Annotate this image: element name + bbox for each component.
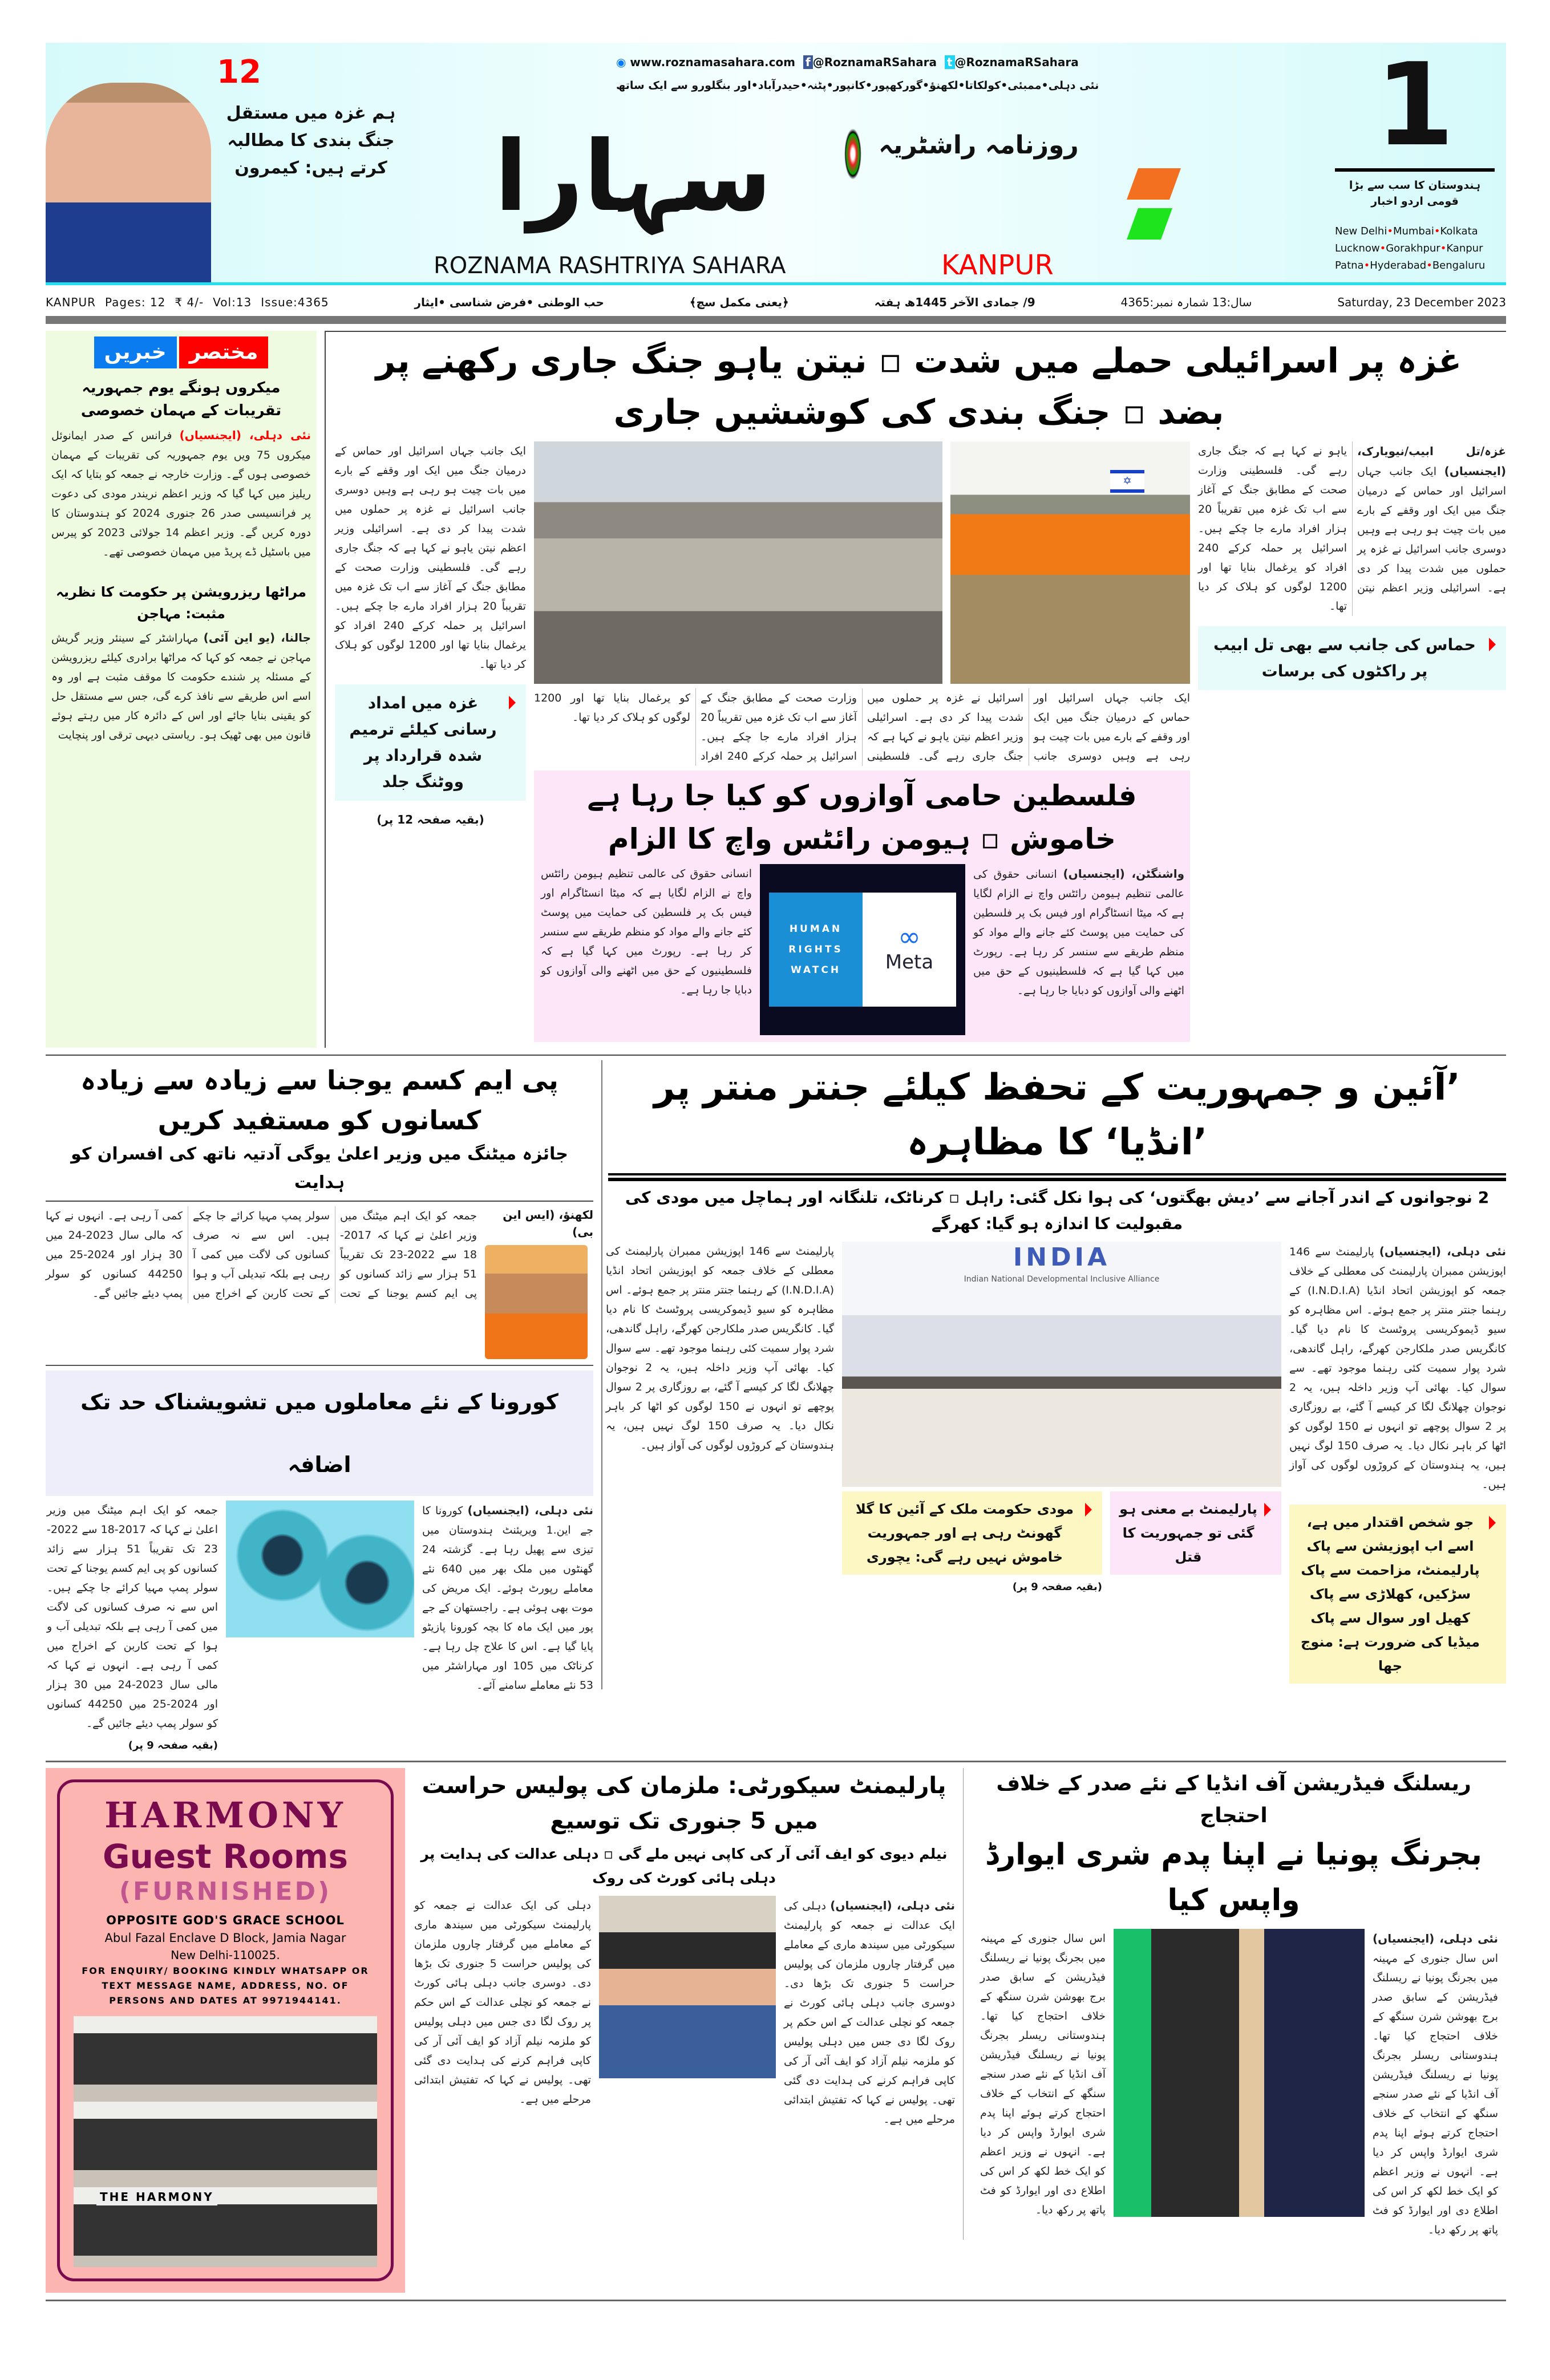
meta-hrw-image: [760, 864, 965, 1035]
pmkisan-story: [46, 1060, 593, 1366]
city-lucknow: Lucknow: [1335, 242, 1380, 254]
slogan-urdu: ﴿یعنی مکمل سچ﴾: [689, 295, 789, 309]
dateline-bar: [46, 289, 1506, 316]
number-one: 1: [1335, 43, 1495, 172]
ad-furnished: (FURNISHED): [119, 1877, 332, 1906]
lead-body-middle: ایک جانب جہاں اسرائیل اور حماس کے درمیان جنگ میں ایک اور وقفے کے بارے میں بات چیت ہو رہی ہے وہیں دوسری جانب اسرائیل نے غزہ پر حملوں میں شدت پیدا کر دی ہے۔ اسرائیلی وزیر اعظم نیتن یاہو نے کہا ہے کہ جنگ جاری رہے گی۔ فلسطینی وزارت صحت کے مطابق جنگ کے آغاز سے اب تک غزہ میں تقریباً 20 ہزار افراد مارے جا چکے ہیں۔ اسرائیل پر حملہ کرکے 240 افراد کو یرغمال بنایا تھا اور 1200 لوگوں کو ہلاک کر دیا تھا۔: [534, 692, 1190, 763]
bullet-icon: •: [1379, 242, 1386, 254]
row-bottom: [46, 1761, 1506, 2293]
bullet-icon: •: [1434, 225, 1440, 237]
india-story: [601, 1060, 1506, 1689]
hrw-body-left: انسانی حقوق کی عالمی تنظیم ہیومن رائٹس واچ نے الزام لگایا ہے کہ میٹا انسٹاگرام اور فیس بک پر فلسطین کی حمایت میں پوسٹ کئے جانے والے مواد کو منظم طریقے سے سنسر کر رہا ہے۔ رپورٹ میں کہا گیا ہے کہ فلسطینیوں کے حق میں اٹھنے والی آوازوں کو دبایا جا رہا ہے۔: [541, 867, 752, 996]
city-bengaluru: Bengaluru: [1432, 260, 1486, 271]
wrestling-kicker: ریسلنگ فیڈریشن آف انڈیا کے نئے صدر کے خلاف احتجاج: [996, 1772, 1471, 1827]
hrw-body-right: واشنگٹن، (ایجنسیاں) انسانی حقوق کی عالمی تنظیم ہیومن رائٹس واچ نے الزام لگایا ہے کہ میٹا انسٹاگرام اور فیس بک پر فلسطین کی حمایت میں پوسٹ کئے جانے والے مواد کو منظم طریقے سے سنسر کر رہا ہے۔ رپورٹ میں کہا گیا ہے کہ فلسطینیوں کے حق میں اٹھنے والی آوازوں کو دبایا جا رہا ہے۔: [973, 867, 1185, 997]
flag-orange: [1127, 168, 1181, 200]
globe-icon: ◉: [616, 55, 626, 69]
bullet-icon: •: [1387, 225, 1393, 237]
twitter-link[interactable]: t @RoznamaRSahara: [945, 54, 1079, 70]
india-continued[interactable]: (بقیہ صفحہ 9 پر): [1012, 1581, 1102, 1593]
wrestling-body-right: نئی دہلی، (ایجنسیاں) اس سال جنوری کے مہینہ میں بجرنگ پونیا نے ریسلنگ فیڈریشن کے سابق صدر برج بھوشن شرن سنگھ کے خلاف احتجاج کیا تھا۔ ہندوستانی ریسلر بجرنگ پونیا نے ریسلنگ فیڈریشن آف انڈیا کے نئے صدر سنجے سنگھ کے انتخاب کے خلاف احتجاج کرتے ہوئے اپنا پدم شری ایوارڈ واپس کر دیا ہے۔ انہوں نے وزیر اعظم کو ایک خط لکھ کر اس کی اطلاع دی اور ایوارڈ کو فٹ پاتھ پر رکھ دیا۔: [1373, 1932, 1498, 2236]
brief-news: [46, 331, 317, 1048]
motto: حب الوطنی •فرض شناسی •ایثار: [414, 295, 604, 309]
lead-body-left: ایک جانب جہاں اسرائیل اور حماس کے درمیان جنگ میں ایک اور وقفے کے بارے میں بات چیت ہو رہی ہے وہیں دوسری جانب اسرائیل نے غزہ پر حملوں میں شدت پیدا کر دی ہے۔ اسرائیلی وزیر اعظم نیتن یاہو نے کہا ہے کہ جنگ جاری رہے گی۔ فلسطینی وزارت صحت کے مطابق جنگ کے آغاز سے اب تک غزہ میں تقریباً 20 ہزار افراد مارے جا چکے ہیں۔ اسرائیل پر حملہ کرکے 240 افراد کو یرغمال بنایا تھا اور 1200 لوگوں کو ہلاک کر دیا تھا۔: [335, 445, 527, 671]
lead-body-right: غزہ/تل ابیب/نیویارک، (ایجنسیاں) ایک جانب جہاں اسرائیل اور حماس کے درمیان جنگ میں ایک اور وقفے کے بارے میں بات چیت ہو رہی ہے وہیں دوسری جانب اسرائیل نے غزہ پر حملوں میں شدت پیدا کر دی ہے۔ اسرائیلی وزیر اعظم نیتن یاہو نے کہا ہے کہ جنگ جاری رہے گی۔ فلسطینی وزارت صحت کے مطابق جنگ کے آغاز سے اب تک غزہ میں تقریباً 20 ہزار افراد مارے جا چکے ہیں۔ اسرائیل پر حملہ کرکے 240 افراد کو یرغمال بنایا تھا اور 1200 لوگوں کو ہلاک کر دیا تھا۔: [1198, 444, 1506, 613]
hijri-date: 9/ جمادی الآخر 1445ھ ہفتہ: [874, 295, 1035, 309]
india-quote-parliament: پارلیمنٹ بے معنی ہو گئی تو جمہوریت کا قتل: [1110, 1491, 1281, 1575]
neelam-photo: [599, 1896, 776, 2078]
india-banner-text: INDIA: [1013, 1243, 1111, 1272]
harmony-ad[interactable]: HARMONY Guest Rooms (FURNISHED) OPPOSITE GOD'S GRACE SCHOOL Abul Fazal Enclave D Block, Jamia Nagar New Delhi-110025. FOR ENQUIRY/ BOOKING KINDLY WHATSAPP OR TEXT MESSAGE NAME, ADDRESS, NO. OF PERSONS AND DATES AT 9971944141. THE HARMONY: [46, 1768, 405, 2293]
yogi-photo: [485, 1245, 588, 1359]
cities-list: [1335, 223, 1500, 274]
lead-story: [325, 331, 1506, 1048]
wrestling-story: [963, 1768, 1498, 2240]
parliament-headline[interactable]: پارلیمنٹ سیکورٹی: ملزمان کی پولیس حراست میں 5 جنوری تک توسیع: [422, 1773, 946, 1834]
india-body-right: نئی دہلی، (ایجنسیاں) پارلیمنٹ سے 146 اپوزیشن ممبران پارلیمنٹ کی معطلی کے خلاف جمعہ کو اپوزیشن اتحاد انڈیا (I.N.D.I.A) کے رہنما جنتر منتر پر جمع ہوئے۔ اس مظاہرہ کو سیو ڈیموکریسی پروٹسٹ کا نام دیا گیا۔ کانگریس صدر ملکارجن کھرگے، راہل گاندھی، شرد پوار سمیت کئی رہنما موجود تھے۔ سے سوال کیا۔ بھائی آپ وزیر داخلہ ہیں، یہ 2 نوجوان چھلانگ لگا کر کیسے آ گئے، بے روزگاری پر 2 سوال پوچھے تو انہوں نے 150 لوگوں کو اٹھا کر باہر نکال دیا۔ یہ صرف 150 لوگ نہیں ہیں، یہ ہندوستان کے کروڑوں لوگوں کی آواز ہیں۔: [1289, 1244, 1507, 1491]
logo: سہارا: [494, 120, 772, 233]
india-quote-yechury: مودی حکومت ملک کے آئین کا گلا گھونٹ رہی ہے اور جمہوریت خاموش نہیں رہے گی: یچوری: [842, 1491, 1102, 1575]
facebook-icon: f: [803, 55, 813, 69]
city-kanpur: Kanpur: [1446, 242, 1483, 254]
parliament-body-right: نئی دہلی، (ایجنسیاں) دہلی کی ایک عدالت نے جمعہ کو پارلیمنٹ سیکورٹی میں سیندھ ماری کے معاملے میں گرفتار چاروں ملزمان کی پولیس حراست 5 جنوری تک بڑھا دی۔ دوسری جانب دہلی ہائی کورٹ نے جمعہ کو نچلی عدالت کے اس حکم پر روک لگا دی جس میں دہلی پولیس کو ملزمہ نیلم آزاد کو ایف آئی آر کی کاپی فراہم کرنے کی ہدایت دی گئی تھی۔ پولیس نے کہا کہ تفتیش ابتدائی مرحلے میں ہے۔: [784, 1899, 955, 2126]
row-top: [46, 331, 1506, 1048]
brief-item[interactable]: مراٹھا ریزرویشن پر حکومت کا نظریہ مثبت: مہاجن جالنا، (یو این آئی) مہاراشٹر کے سینئر وزیر گریش مہاجن نے جمعہ کو کہا کہ مراٹھا برادری کیلئے ریزرویشن کے مسئلہ پر شندے حکومت کا موقف مثبت ہے اور وہ اسے اس طریقے سے نافذ کرے گی، جس سے مستقل حل کو یقینی بنایا جائے اور اس کے دائرہ کار میں رہتے ہوئے قانون میں بھی ٹھیک ہو۔ ریاستی دیہی ترقی اور پنچایت: [51, 584, 311, 741]
ad-contact: FOR ENQUIRY/ BOOKING KINDLY WHATSAPP OR TEXT MESSAGE NAME, ADDRESS, NO. OF PERSONS AND DATES AT 9971944141.: [82, 1965, 369, 2006]
tagline: روزنامہ راشٹریہ: [879, 131, 1079, 160]
side-page-number[interactable]: 12: [217, 54, 261, 91]
india-quote-jha: جو شخص اقتدار میں ہے، اسے اب اپوزیشن سے پاک پارلیمنٹ، مزاحمت سے پاک سڑکیں، کھلاڑی سے پاک کھیل اور سوال سے پاک میڈیا کی ضرورت ہے: منوج جھا: [1289, 1505, 1506, 1684]
slogan: ہندوستان کا سب سے بڑا قومی اردو اخبار: [1349, 179, 1481, 208]
bullet-icon: •: [1426, 260, 1432, 271]
bullet-icon: •: [1440, 242, 1447, 254]
dateline-left: KANPUR Pages: 12 ₹ 4/- Vol:13 Issue:4365: [46, 295, 329, 309]
lead-continued[interactable]: (بقیہ صفحہ 12 پر): [377, 813, 484, 826]
masthead: [46, 39, 1506, 285]
brief-label-red: مختصر: [179, 336, 269, 368]
city-patna: Patna: [1335, 260, 1364, 271]
flag-green: [1127, 208, 1172, 240]
twitter-icon: t: [945, 55, 955, 69]
city-new-delhi: New Delhi: [1335, 225, 1387, 237]
building-photo: [74, 2016, 377, 2267]
pmkisan-dateline: لکھنؤ، (ایس این بی): [503, 1208, 593, 1239]
corona-story: [46, 1371, 593, 1754]
india-banner-sub: Indian National Developmental Inclusive Alliance: [964, 1275, 1160, 1284]
brief-label: [51, 336, 311, 368]
row-middle: [46, 1055, 1506, 1754]
corona-body-right: نئی دہلی، (ایجنسیاں) کورونا کا جے این.1 ویریئنٹ ہندوستان میں تیزی سے پھیل رہا ہے۔ گزشتہ 24 گھنٹوں میں ملک بھر میں 640 نئے معاملے رپورٹ ہوئے۔ ایک مریض کی موت بھی ہوئی ہے۔ راجستھان کے جے پور میں ایک ماہ کا بچہ کورونا پازیٹو پایا گیا ہے۔ اس کا علاج چل رہا ہے۔ کرناٹک میں 105 اور مہاراشٹر میں 53 نئے معاملے سامنے آئے۔: [422, 1503, 594, 1692]
hrw-logo: HUMAN RIGHTS WATCH: [769, 893, 863, 1007]
divider: [46, 316, 1506, 324]
sahara-sun-icon: [844, 128, 861, 180]
city-mumbai: Mumbai: [1393, 225, 1434, 237]
israel-flag-icon: ✡: [1110, 470, 1144, 493]
brief-label-blue: خبریں: [94, 336, 177, 368]
hrw-headline[interactable]: فلسطین حامی آوازوں کو کیا جا رہا ہے خاموش ▫ ہیومن رائٹس واچ کا الزام: [587, 779, 1137, 855]
brief-item[interactable]: میکروں ہونگے یوم جمہوریہ تقریبات کے مہمان خصوصی نئی دہلی، (ایجنسیاں) فرانس کے صدر ایمانوئل میکروں 75 ویں یوم جمہوریہ کی تقریبات کے مہمان خصوصی ہوں گے۔ وزارت خارجہ نے جمعہ کو بتایا کہ ایک ریلیز میں کہا گیا کہ وزیر اعظم نریندر مودی کی دعوت پر فرانسیسی صدر 26 جنوری 2024 کو ہندوستان کا دورہ کریں گے۔ وزیر اعظم 14 جولائی 2023 کو پیرس میں باسٹیل ڈے پریڈ میں مہمان خصوصی تھے۔: [51, 379, 311, 558]
issue-urdu: سال:13 شمارہ نمبر:4365: [1120, 295, 1252, 309]
virus-image: [226, 1501, 414, 1637]
bajrang-award-photo: [1114, 1929, 1365, 2217]
wrestling-headline[interactable]: بجرنگ پونیا نے اپنا پدم شری ایوارڈ واپس کیا: [985, 1838, 1482, 1917]
name-english: ROZNAMA RASHTRIYA SAHARA: [434, 253, 786, 279]
ad-building-sign: THE HARMONY: [96, 2188, 217, 2205]
india-subhead: 2 نوجوانوں کے اندر آجانے سے ’دیش بھگتوں‘ کی ہوا نکل گئی: راہل ▫ کرناٹک، تلنگانہ اور ہماچل میں مودی کی مقبولیت کا اندازہ ہو گیا: کھرگے: [625, 1188, 1490, 1233]
corona-continued[interactable]: (بقیہ صفحہ 9 پر): [128, 1740, 218, 1751]
india-body-left: پارلیمنٹ سے 146 اپوزیشن ممبران پارلیمنٹ کی معطلی کے خلاف جمعہ کو اپوزیشن اتحاد انڈیا (I.N.D.I.A) کے رہنما جنتر منتر پر جمع ہوئے۔ اس مظاہرہ کو سیو ڈیموکریسی پروٹسٹ کا نام دیا گیا۔ کانگریس صدر ملکارجن کھرگے، راہل گاندھی، شرد پوار سمیت کئی رہنما موجود تھے۔ سے سوال کیا۔ بھائی آپ وزیر داخلہ ہیں، یہ 2 نوجوان چھلانگ لگا کر کیسے آ گئے، بے روزگاری پر 2 سوال پوچھے تو انہوں نے 150 لوگوں کو اٹھا کر باہر نکال دیا۔ یہ صرف 150 لوگ نہیں ہیں، یہ ہندوستان کے کروڑوں لوگوں کی آواز ہیں۔: [606, 1245, 835, 1451]
cameron-photo: [46, 83, 211, 282]
pmkisan-headline[interactable]: پی ایم کسم یوجنا سے زیادہ سے زیادہ کسانوں کو مستفید کریں: [80, 1065, 559, 1136]
pmkisan-subhead: جائزہ میٹنگ میں وزیر اعلیٰ یوگی آدتیہ ناتھ کی افسران کو ہدایت: [46, 1140, 593, 1202]
lead-headline[interactable]: غزہ پر اسرائیلی حملے میں شدت ▫ نیتن یاہو جنگ جاری رکھنے پر بضد ▫ جنگ بندی کی کوششیں جاری: [375, 341, 1462, 432]
date: Saturday, 23 December 2023: [1337, 295, 1506, 309]
lead-quote-resolution: غزہ میں امداد رسانی کیلئے ترمیم شدہ قرارداد پر ووٹنگ جلد: [335, 684, 526, 801]
corona-body-left: جمعہ کو ایک اہم میٹنگ میں وزیر اعلیٰ نے کہا کہ 2017-18 سے 2022-23 تک تقریباً 51 ہزار سے زائد کسانوں کو پی ایم کسم یوجنا کے تحت سولر پمپ مہیا کرائے جا چکے ہیں۔ اس سے نہ صرف کسانوں کی لاگت میں کمی آ رہی ہے بلکہ تبدیلی آب و ہوا کے تحت کاربن کے اخراج میں کمی آ رہی ہے۔ انہوں نے کہا کہ مالی سال 2023-24 میں 30 ہزار اور 2024-25 میں 44250 کسانوں کو سولر پمپ دیئے جائیں گے۔: [47, 1504, 218, 1730]
city-gorakhpur: Gorakhpur: [1386, 242, 1440, 254]
hrw-box: [534, 771, 1190, 1042]
edition-name: KANPUR: [941, 249, 1054, 281]
gaza-rubble-photo: [534, 441, 942, 684]
rule-double: [608, 1173, 1506, 1181]
social-links: [616, 54, 1079, 70]
bullet-icon: •: [1363, 260, 1370, 271]
artillery-photo: [950, 441, 1190, 684]
parliament-body-left: دہلی کی ایک عدالت نے جمعہ کو پارلیمنٹ سیکورٹی میں سیندھ ماری کے معاملے میں گرفتار چاروں ملزمان کی پولیس حراست 5 جنوری تک بڑھا دی۔ دوسری جانب دہلی ہائی کورٹ نے جمعہ کو نچلی عدالت کے اس حکم پر روک لگا دی جس میں دہلی پولیس کو ملزمہ نیلم آزاد کو ایف آئی آر کی کاپی فراہم کرنے کی ہدایت دی گئی تھی۔ پولیس نے کہا کہ تفتیش ابتدائی مرحلے میں ہے۔: [414, 1899, 591, 2106]
bottom-rule: [46, 2300, 1506, 2301]
meta-logo: ∞ Meta: [863, 893, 956, 1007]
ad-subtitle: Guest Rooms: [103, 1837, 348, 1876]
india-headline[interactable]: ’آئین و جمہوریت کے تحفظ کیلئے جنتر منتر پر ’انڈیا‘ کا مظاہرہ: [654, 1067, 1460, 1163]
parliament-story: [413, 1768, 955, 2129]
parliament-subhead: نیلم دیوی کو ایف آئی آر کی کاپی نہیں ملے گی ▫ دہلی عدالت کی ہدایت پر دہلی ہائی کورٹ کی روک: [420, 1846, 948, 1886]
wrestling-body-left: اس سال جنوری کے مہینہ میں بجرنگ پونیا نے ریسلنگ فیڈریشن کے سابق صدر برج بھوشن شرن سنگھ کے خلاف احتجاج کیا تھا۔ ہندوستانی ریسلر بجرنگ پونیا نے ریسلنگ فیڈریشن آف انڈیا کے نئے صدر سنجے سنگھ کے انتخاب کے خلاف احتجاج کرتے ہوئے اپنا پدم شری ایوارڈ واپس کر دیا ہے۔ انہوں نے وزیر اعظم کو ایک خط لکھ کر اس کی اطلاع دی اور ایوارڈ کو فٹ پاتھ پر رکھ دیا۔: [980, 1932, 1106, 2216]
city-hyderabad: Hyderabad: [1370, 260, 1427, 271]
web-link[interactable]: ◉ www.roznamasahara.com: [616, 55, 796, 69]
side-quote[interactable]: ہم غزہ میں مستقل جنگ بندی کا مطالبہ کرتے ہیں: کیمرون: [226, 103, 396, 178]
lead-quote-hamas: حماس کی جانب سے بھی تل ابیب پر راکٹوں کی برسات: [1198, 626, 1506, 690]
facebook-link[interactable]: f @RoznamaRSahara: [803, 54, 937, 70]
city-kolkata: Kolkata: [1440, 225, 1478, 237]
corona-headline[interactable]: کورونا کے نئے معاملوں میں تشویشناک حد تک اضافہ: [46, 1371, 593, 1496]
editions-line: نئی دہلی•ممبئی•کولکاتا•لکھنؤ•گورکھپور•کانپور•پٹنہ•حیدرآباد•اور بنگلورو سے ایک ساتھ: [616, 79, 1099, 92]
india-leaders-photo: [842, 1242, 1281, 1487]
ad-title: HARMONY: [104, 1794, 346, 1836]
meta-infinity-icon: ∞: [898, 921, 921, 953]
pmkisan-body: جمعہ کو ایک اہم میٹنگ میں وزیر اعلیٰ نے کہا کہ 2017-18 سے 2022-23 تک تقریباً 51 ہزار سے زائد کسانوں کو پی ایم کسم یوجنا کے تحت سولر پمپ مہیا کرائے جا چکے ہیں۔ اس سے نہ صرف کسانوں کی لاگت میں کمی آ رہی ہے بلکہ تبدیلی آب و ہوا کے تحت کاربن کے اخراج میں کمی آ رہی ہے۔ انہوں نے کہا کہ مالی سال 2023-24 میں 30 ہزار اور 2024-25 میں 44250 کسانوں کو سولر پمپ دیئے جائیں گے۔: [46, 1210, 477, 1300]
